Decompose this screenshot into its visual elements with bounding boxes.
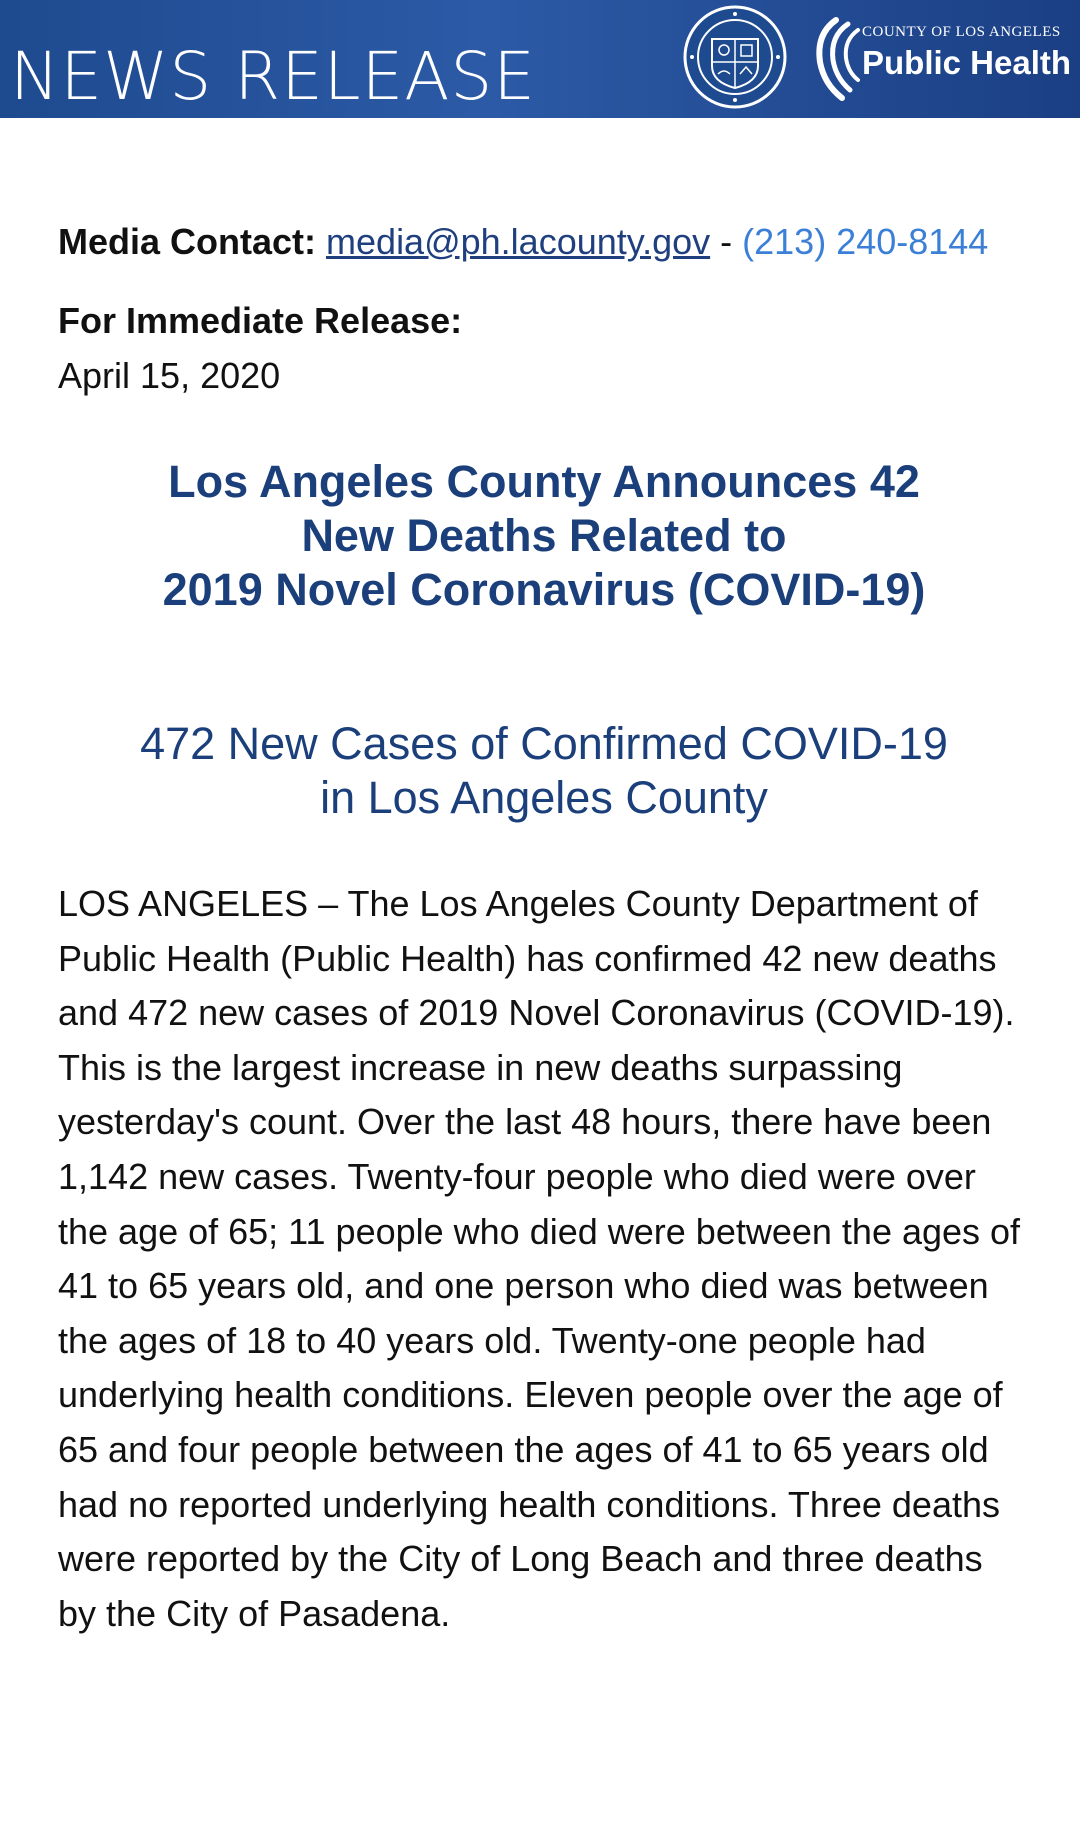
county-seal-icon	[682, 4, 788, 110]
headline-line-2: New Deaths Related to	[301, 510, 787, 561]
subheadline-line-1: 472 New Cases of Confirmed COVID-19	[140, 718, 948, 769]
release-info	[58, 293, 1030, 403]
media-contact-email[interactable]: media@ph.lacounty.gov	[326, 221, 711, 262]
subheadline	[58, 717, 1030, 825]
news-release-banner	[0, 0, 1080, 118]
media-contact-phone[interactable]: (213) 240-8144	[742, 221, 989, 262]
public-health-mark-icon	[806, 14, 862, 104]
release-label: For Immediate Release:	[58, 300, 463, 341]
headline	[58, 455, 1030, 617]
logo-public-health-text: Public Health	[862, 44, 1072, 81]
public-health-logo	[806, 14, 1070, 104]
body-paragraph: LOS ANGELES – The Los Angeles County Department of Public Health (Public Health) has confirmed 42 new deaths and 472 new cases of 2019 Novel Coronavirus (COVID-19). This is the largest increase in new deaths surpassing yesterday's count. Over the last 48 hours, there have been 1,142 new cases. Twenty-four people who died were over the age of 65; 11 people who died were between the ages of 41 to 65 years old, and one person who died was between the ages of 18 to 40 years old. Twenty-one people had underlying health conditions. Eleven people over the age of 65 and four people between the ages of 41 to 65 years old had no reported underlying health conditions. Three deaths were reported by the City of Long Beach and three deaths by the City of Pasadena.	[58, 883, 1021, 1634]
banner-title: NEWS RELEASE	[10, 38, 536, 115]
logo-county-text: COUNTY OF LOS ANGELES	[862, 24, 1061, 40]
contact-separator: -	[710, 221, 743, 262]
subheadline-line-2: in Los Angeles County	[320, 772, 768, 823]
press-release-content	[58, 214, 1030, 1641]
release-date: April 15, 2020	[58, 355, 281, 396]
headline-line-3: 2019 Novel Coronavirus (COVID-19)	[162, 564, 926, 615]
media-contact	[58, 214, 1030, 269]
media-contact-label: Media Contact:	[58, 221, 317, 262]
headline-line-1: Los Angeles County Announces 42	[168, 456, 920, 507]
